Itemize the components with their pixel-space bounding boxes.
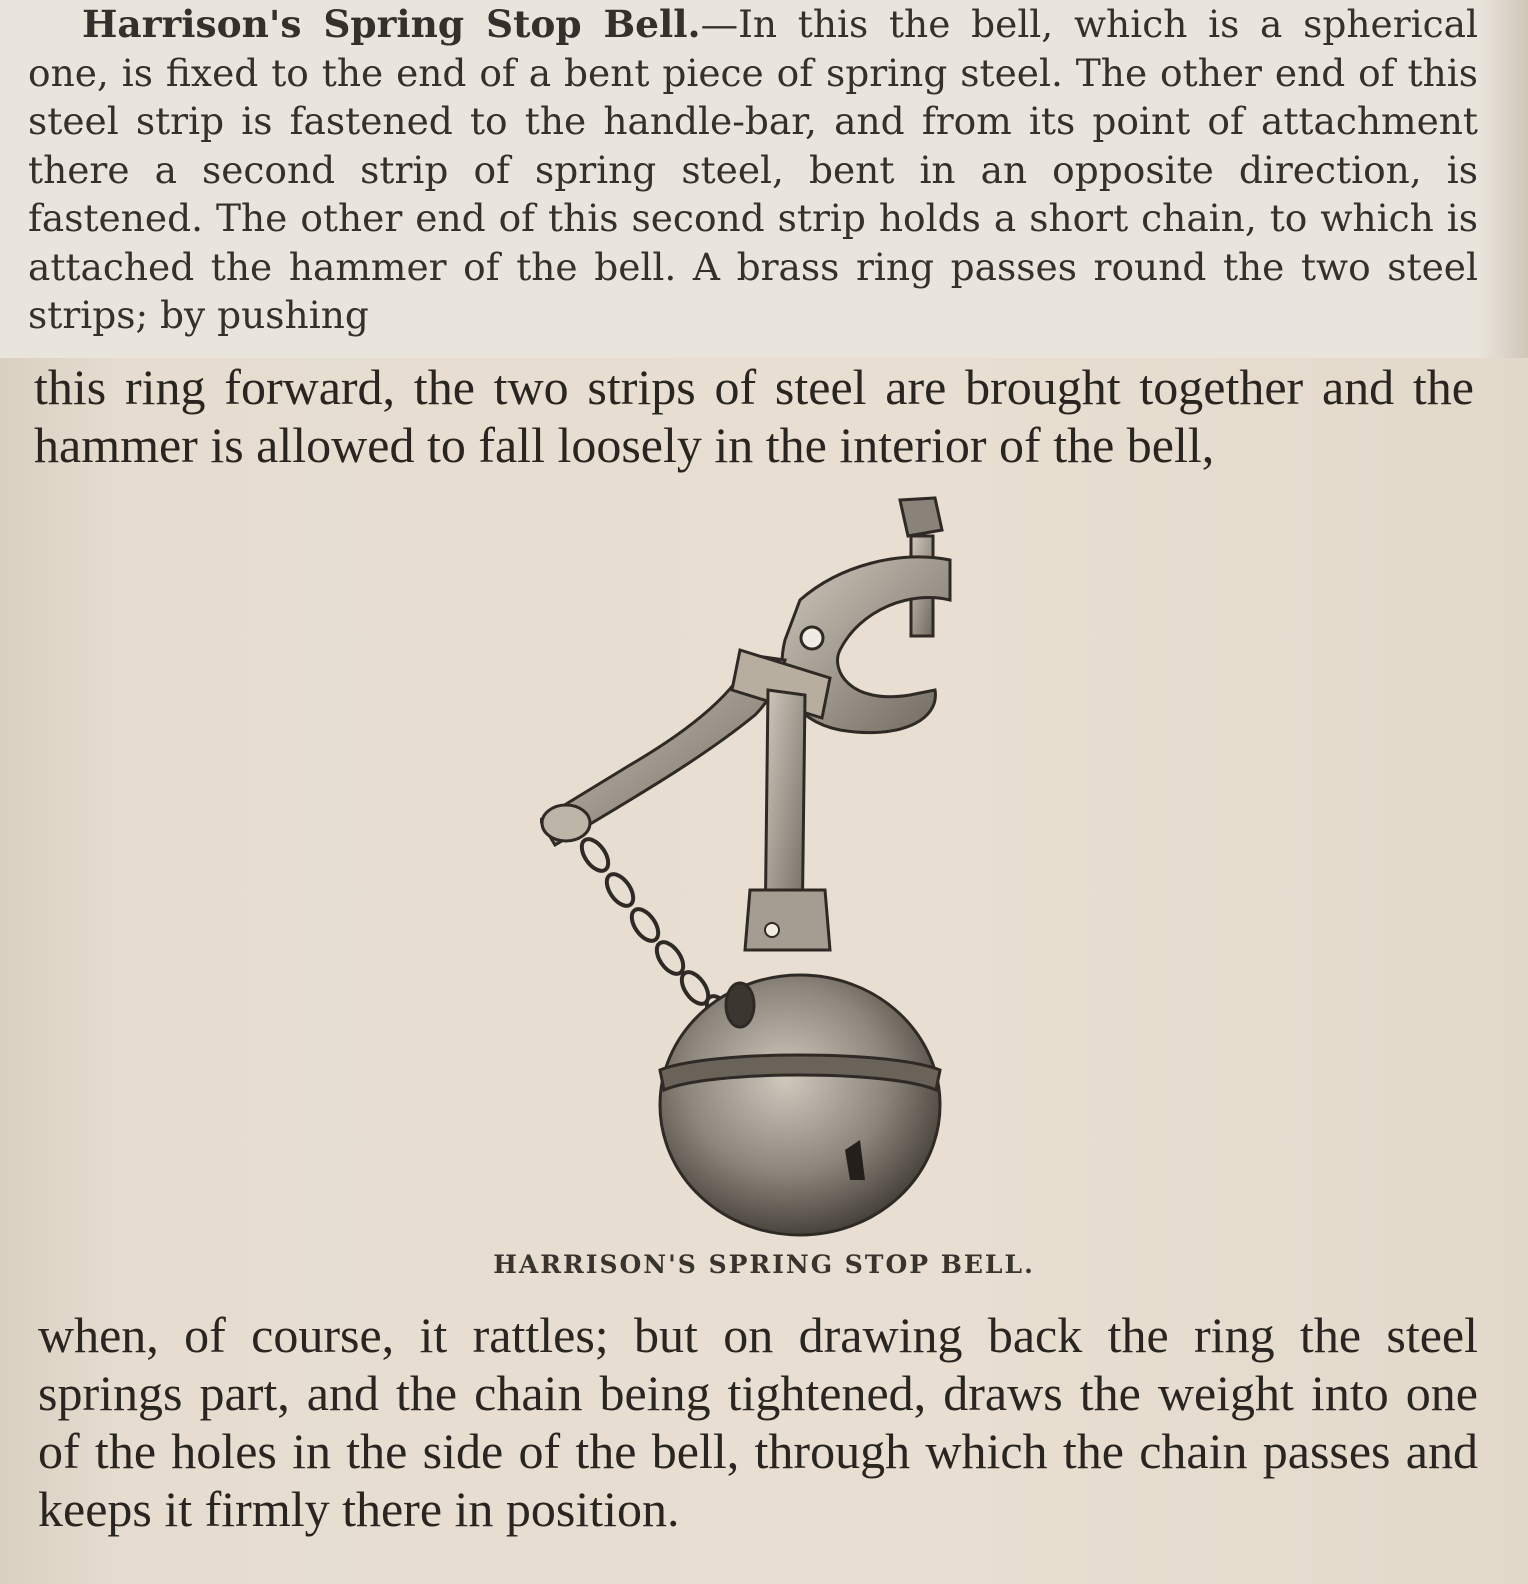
figure-caption: HARRISON'S SPRING STOP BELL.: [493, 1250, 1035, 1279]
paragraph-harrison-intro: [28, 0, 1478, 340]
page-edge-shadow: [1478, 0, 1528, 358]
spring-stop-bell-illustration: [540, 490, 960, 1240]
bell-bracket-icon: [745, 890, 830, 950]
paragraph-intro-text: —In this the bell, which is a spherical one, is fixed to the end of a bent piece of spring steel. The other end of this steel strip is fastened to the handle-bar, and from its point of attachment there a second strip of spring steel, bent in an opposite direction, is fastened. The other end of this second strip holds a short chain, to which is attached the hammer of the bell. A brass ring passes round the two steel strips; by pushing: [28, 2, 1478, 337]
paragraph-ring-forward: this ring forward, the two strips of steel are brought together and the hammer is allowed to fall loosely in the interior of the bell,: [34, 359, 1474, 473]
bell-icon: [660, 975, 940, 1235]
section-heading: Harrison's Spring Stop Bell.: [82, 2, 701, 46]
paragraph-rattles: when, of course, it rattles; but on drawing back the ring the steel springs part, and the chain being tightened, draws the weight into one of the holes in the side of the bell, through which the chain passes and keeps it firmly there in position.: [38, 1307, 1478, 1537]
